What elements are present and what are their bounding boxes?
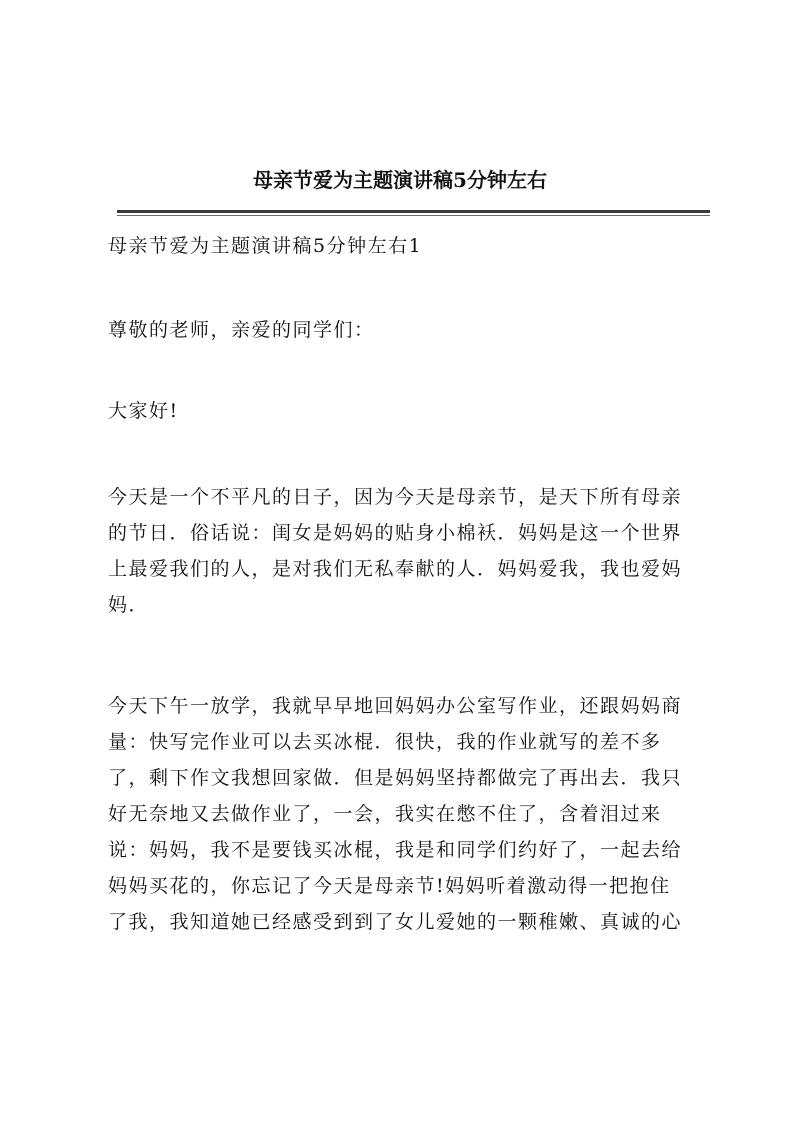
document-title: 母亲节爱为主题演讲稿5分钟左右	[253, 168, 547, 192]
paragraph-line: 说：妈妈，我不是要钱买冰棍，我是和同学们约好了，一起去给	[108, 839, 683, 861]
hello-paragraph	[108, 393, 714, 429]
paragraph-line: 了我，我知道她已经感受到到了女儿爱她的一颗稚嫩、真诚的心	[108, 911, 683, 933]
paragraph-line: 量：快写完作业可以去买冰棍．很快，我的作业就写的差不多	[108, 731, 662, 753]
paragraph-line: 今天下午一放学，我就早早地回妈妈办公室写作业，还跟妈妈商	[108, 695, 683, 717]
paragraph-1	[108, 479, 714, 623]
greeting-paragraph	[108, 312, 714, 348]
paragraph-line: 的节日．俗话说：闺女是妈妈的贴身小棉袄．妈妈是这一个世界	[108, 522, 683, 544]
paragraph-2	[108, 688, 714, 940]
paragraph-line: 妈妈买花的，你忘记了今天是母亲节!妈妈听着激动得一把抱住	[108, 875, 671, 897]
paragraph-line: 了，剩下作文我想回家做．但是妈妈坚持都做完了再出去．我只	[108, 767, 683, 789]
hello-text: 大家好!	[108, 400, 179, 422]
paragraph-line: 上最爱我们的人，是对我们无私奉献的人．妈妈爱我，我也爱妈	[108, 558, 683, 580]
title-divider	[117, 210, 710, 213]
greeting-text: 尊敬的老师，亲爱的同学们：	[108, 319, 375, 341]
section-heading-text: 母亲节爱为主题演讲稿5分钟左右1	[108, 235, 423, 257]
paragraph-line: 好无奈地又去做作业了，一会，我实在憋不住了，含着泪过来	[108, 803, 662, 825]
paragraph-line: 今天是一个不平凡的日子，因为今天是母亲节，是天下所有母亲	[108, 486, 683, 508]
title-divider-thin	[117, 215, 710, 216]
paragraph-line: 妈．	[108, 594, 150, 616]
section-heading	[108, 228, 714, 264]
